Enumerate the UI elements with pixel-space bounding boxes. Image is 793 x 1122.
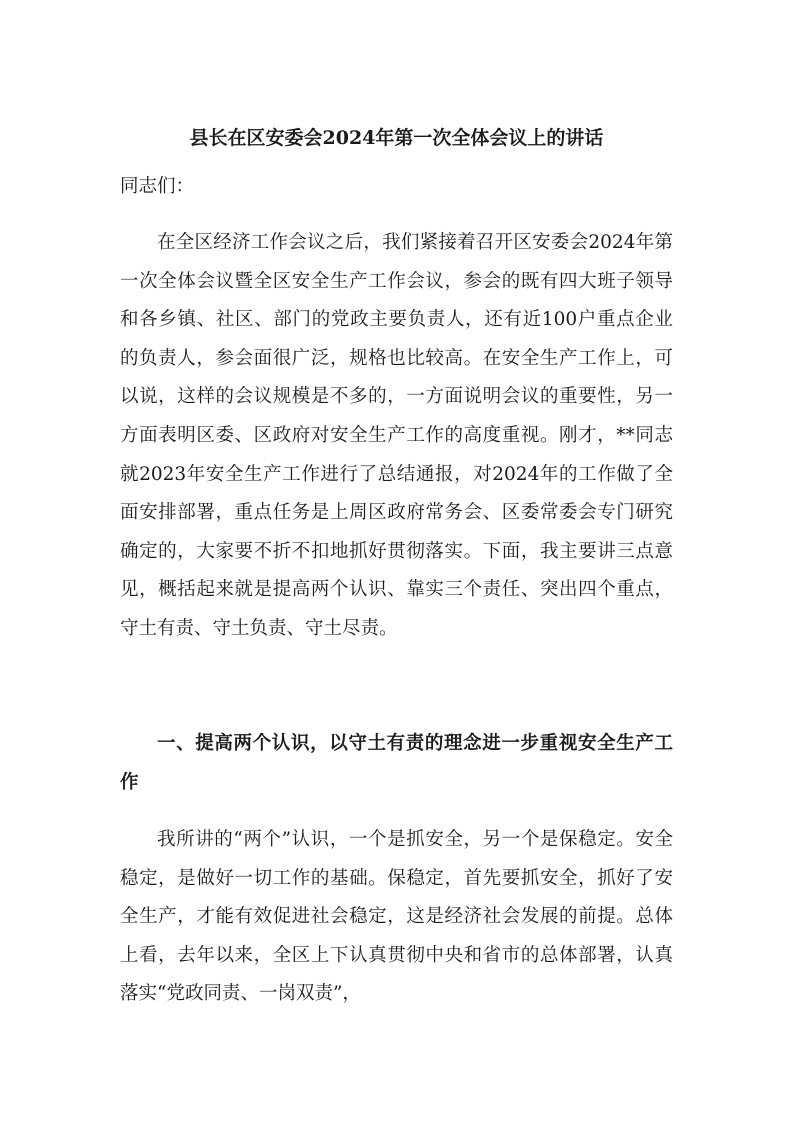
salutation: 同志们： [120,176,195,197]
section-heading-1: 一、提高两个认识，以守土有责的理念进一步重视安全生产工作 [120,733,673,793]
document-title: 县长在区安委会2024年第一次全体会议上的讲话 [189,127,604,149]
body-paragraph-1: 在全区经济工作会议之后，我们紧接着召开区安委会2024年第一次全体会议暨全区安全生产工作会议，参会的既有四大班子领导和各乡镇、社区、部门的党政主要负责人，还有近100户重点企业的负责人，参会面很广泛，规格也比较高。在安全生产工作上，可以说，这样的会议规模是不多的，一方面说明会议的重要性，另一方面表明区委、区政府对安全生产工作的高度重视。刚才，**同志就2023年安全生产工作进行了总结通报，对2024年的工作做了全面安排部署，重点任务是上周区政府常务会、区委常委会专门研究确定的，大家要不折不扣地抓好贯彻落实。下面，我主要讲三点意见，概括起来就是提高两个认识、靠实三个责任、突出四个重点，守土有责、守土负责、守土尽责。 [120,232,673,639]
body-paragraph-2: 我所讲的“两个”认识，一个是抓安全，另一个是保稳定。安全稳定，是做好一切工作的基础。保稳定，首先要抓安全，抓好了安全生产，才能有效促进社会稳定，这是经济社会发展的前提。总体上看，去年以来，全区上下认真贯彻中央和省市的总体部署，认真落实“党政同责、一岗双责”， [120,829,673,1005]
